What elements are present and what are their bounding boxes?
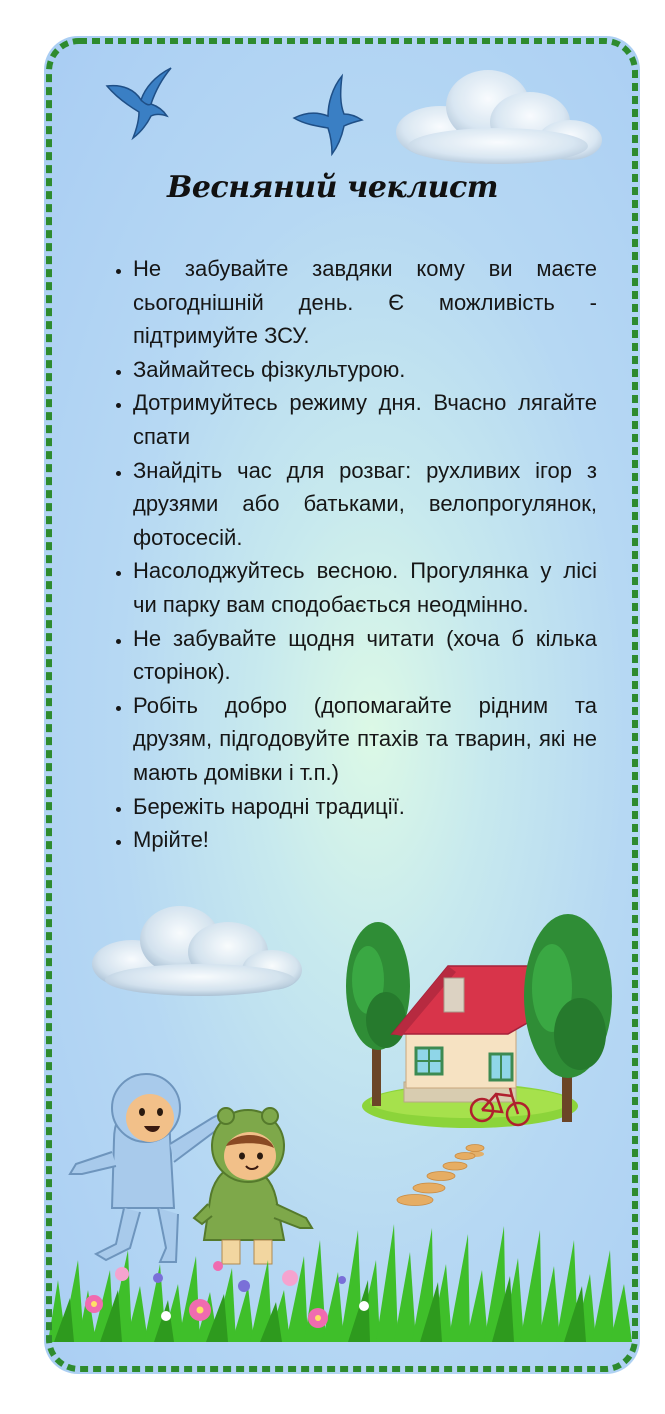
house-scene (340, 910, 615, 1140)
grass-flowers-illustration (48, 1220, 636, 1342)
swallow-icon (105, 66, 177, 140)
checklist (112, 252, 597, 857)
cloud-icon (82, 900, 307, 1005)
list-item: • Займайтесь фізкультурою. (133, 353, 597, 387)
list-item: • Бережіть народні традиції. (133, 790, 597, 824)
list-item: • Знайдіть час для розваг: рухливих ігор з друзями або батьками, велопрогулянок, фотосесій. (133, 454, 597, 555)
swallow-icon (292, 74, 364, 156)
cloud-icon (380, 60, 605, 170)
list-item: • Не забувайте щодня читати (хоча б кілька сторінок). (133, 622, 597, 689)
stepping-stones (395, 1142, 500, 1210)
tree-icon (346, 922, 410, 1106)
list-item: • Дотримуйтесь режиму дня. Вчасно лягайте спати (133, 386, 597, 453)
list-item: • Не забувайте завдяки кому ви маєте сьогоднішній день. Є можливість - підтримуйте ЗСУ. (133, 252, 597, 353)
page-title: Весняний чеклист (166, 170, 498, 205)
list-item: • Робіть добро (допомагайте рідним та друзям, підгодовуйте птахів та тварин, які не мають домівки і т.п.) (133, 689, 597, 790)
list-item: • Насолоджуйтесь весною. Прогулянка у лісі чи парку вам сподобається неодмінно. (133, 554, 597, 621)
list-item: • Мрійте! (133, 823, 597, 857)
